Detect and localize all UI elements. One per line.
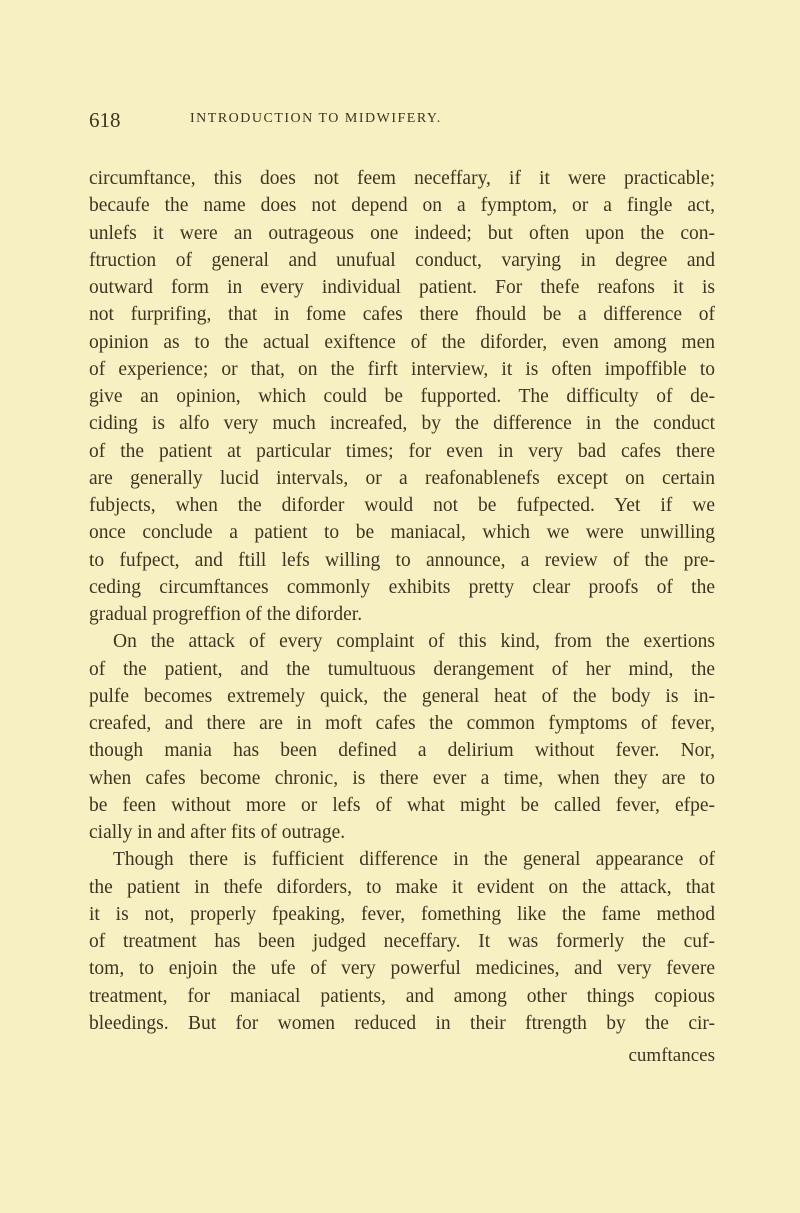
text-line: bleedings. But for women reduced in their ftrength by the cir- [89, 1012, 715, 1034]
text-line: it is not, properly fpeaking, fever, fomething like the fame method [89, 903, 715, 925]
text-line: On the attack of every complaint of this kind, from the exertions [113, 631, 715, 653]
text-line: of experience; or that, on the firft interview, it is often impoffible to [89, 358, 715, 380]
catchword: cumftances [628, 1045, 715, 1066]
text-line: of treatment has been judged neceffary. It was formerly the cuf- [89, 931, 715, 952]
text-line: treatment, for maniacal patients, and among other things copious [89, 985, 715, 1007]
text-line: fubjects, when the diforder would not be fufpected. Yet if we [89, 495, 715, 516]
text-line: ciding is alfo very much increafed, by the difference in the conduct [89, 413, 715, 435]
text-line: to fufpect, and ftill lefs willing to announce, a review of the pre- [89, 549, 715, 571]
text-line: though mania has been defined a delirium without fever. Nor, [89, 740, 715, 762]
text-line: pulfe becomes extremely quick, the general heat of the body is in- [89, 685, 715, 707]
text-line: unlefs it were an outrageous one indeed; but often upon the con- [89, 222, 715, 244]
text-line: Though there is fufficient difference in the general appearance of [113, 849, 715, 871]
text-line: the patient in thefe diforders, to make it evident on the attack, that [89, 876, 715, 898]
text-line: when cafes become chronic, is there ever a time, when they are to [89, 767, 715, 789]
running-title: INTRODUCTION TO MIDWIFERY. [190, 111, 442, 126]
text-line: are generally lucid intervals, or a reafonablenefs except on certain [89, 467, 715, 489]
text-line: ceding circumftances commonly exhibits pretty clear proofs of the [89, 576, 715, 598]
text-line: of the patient at particular times; for even in very bad cafes there [89, 440, 715, 462]
text-line: circumftance, this does not feem neceffary, if it were practicable; [89, 168, 715, 189]
text-line: give an opinion, which could be fupported. The difficulty of de- [89, 386, 715, 407]
text-line: ftruction of general and unufual conduct, varying in degree and [89, 249, 715, 271]
text-line: opinion as to the actual exiftence of the diforder, even among men [89, 331, 715, 353]
text-line: cially in and after fits of outrage. [89, 822, 346, 843]
text-line: be feen without more or lefs of what might be called fever, efpe- [89, 794, 715, 816]
text-line: gradual progreffion of the diforder. [89, 604, 363, 625]
page-header [89, 108, 715, 138]
text-line: becaufe the name does not depend on a fymptom, or a fingle act, [89, 195, 715, 217]
text-line: not furprifing, that in fome cafes there fhould be a difference of [89, 304, 715, 326]
text-line: tom, to enjoin the ufe of very powerful medicines, and very fevere [89, 958, 715, 980]
text-line: of the patient, and the tumultuous derangement of her mind, the [89, 658, 715, 680]
page-body-text [89, 165, 715, 1037]
page-number: 618 [89, 108, 121, 132]
text-line: creafed, and there are in moft cafes the common fymptoms of fever, [89, 713, 715, 734]
text-line: once conclude a patient to be maniacal, which we were unwilling [89, 522, 715, 544]
text-line: outward form in every individual patient. For thefe reafons it is [89, 277, 715, 298]
